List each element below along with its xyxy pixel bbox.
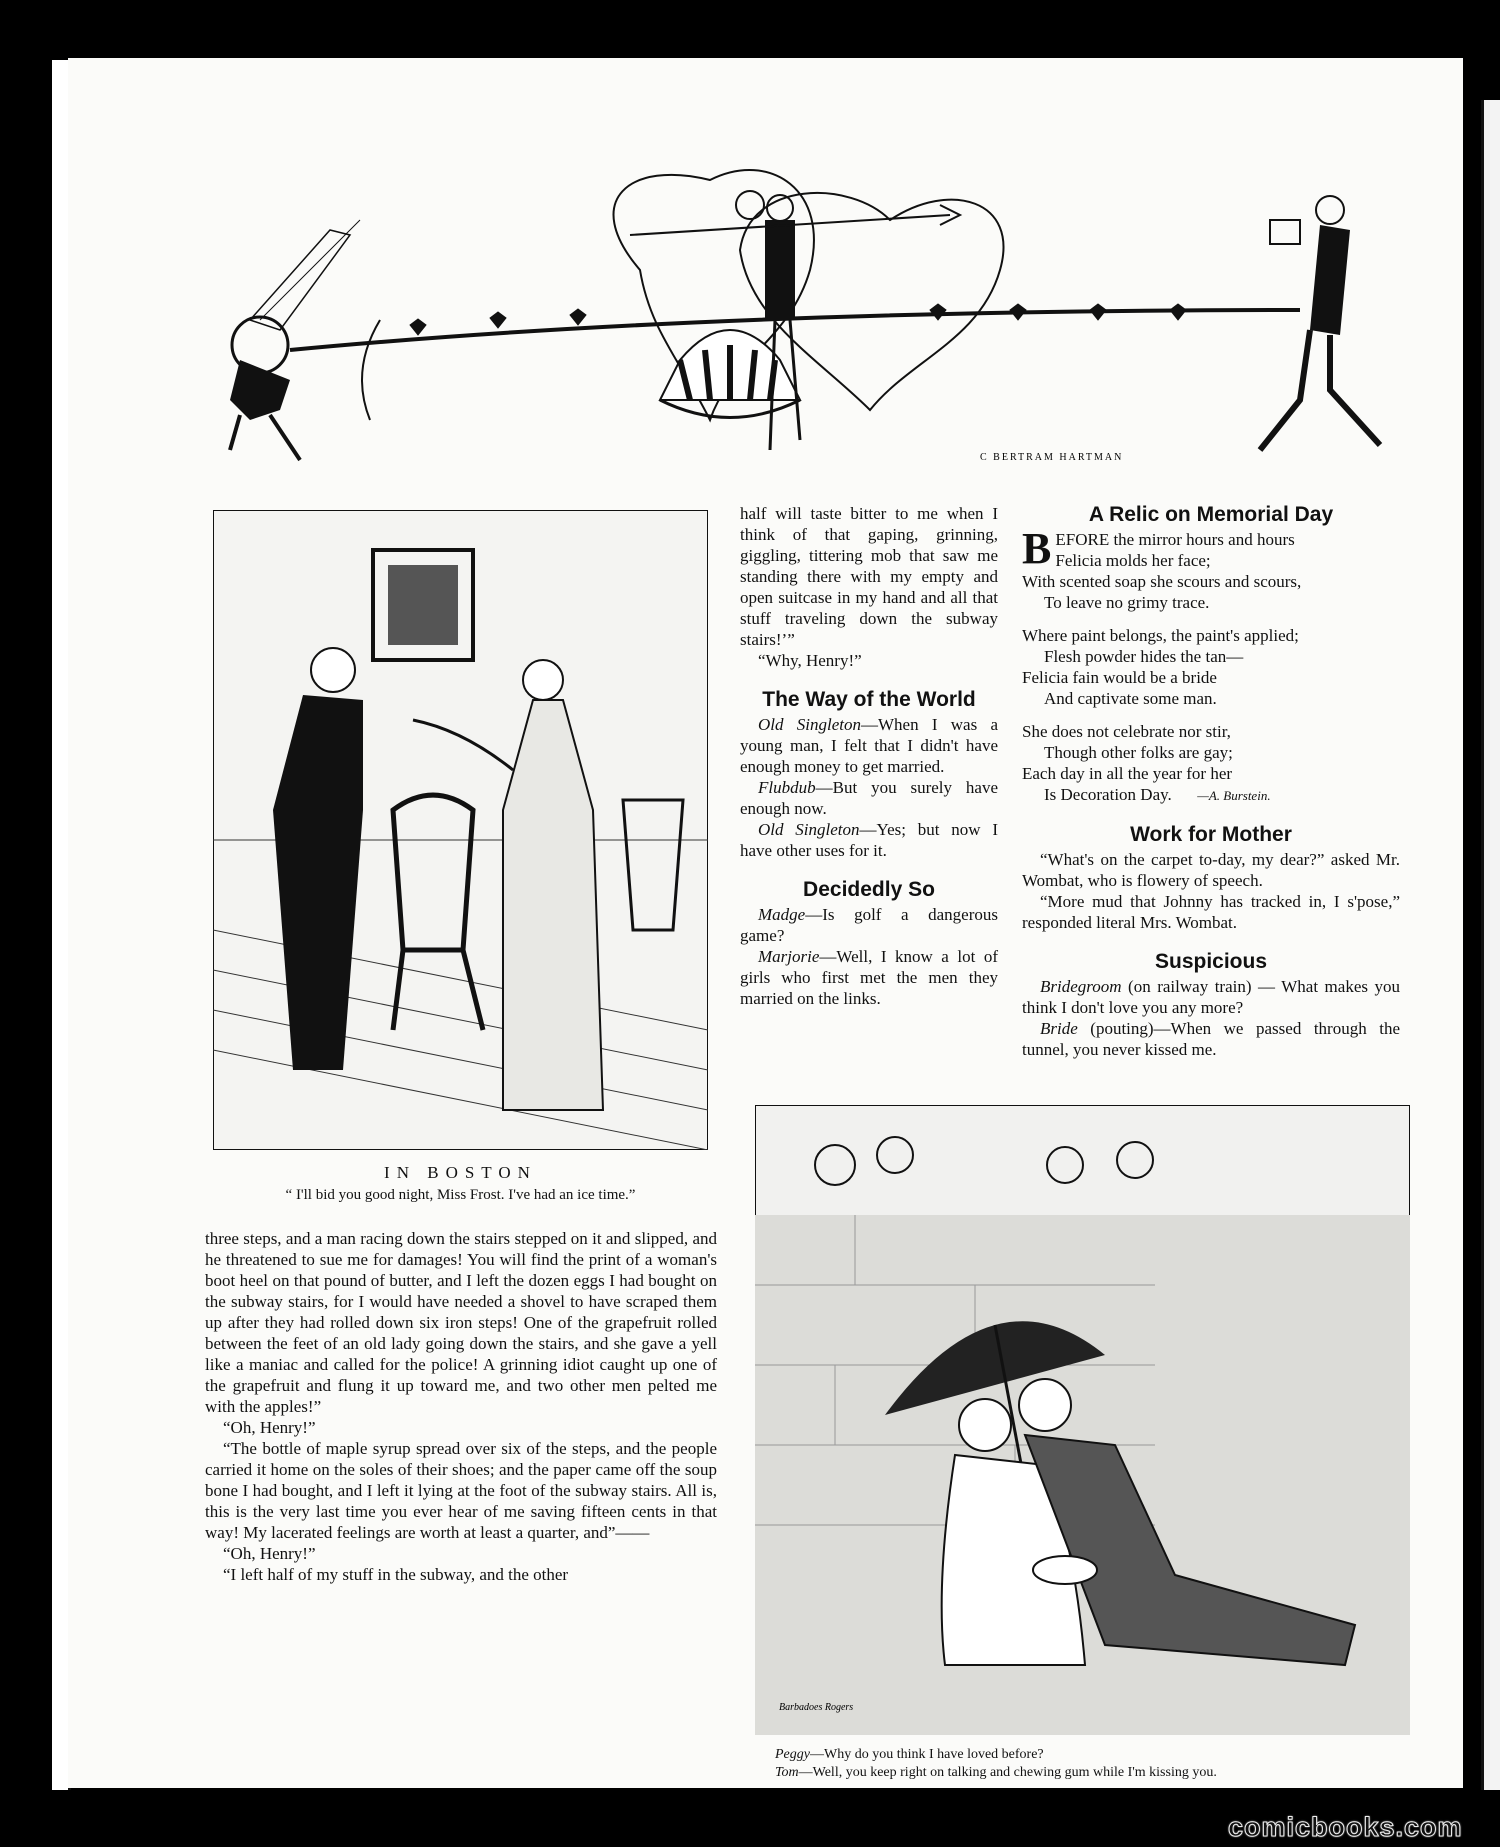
right-page-edge — [1463, 80, 1500, 1790]
dialog-line: Bride (pouting)—When we passed through the tunnel, you never kissed me. — [1022, 1019, 1400, 1059]
poem-author: —A. Burstein. — [1197, 788, 1271, 803]
story-paragraph: “Oh, Henry!” — [223, 1544, 316, 1563]
boston-caption-title: IN BOSTON — [384, 1163, 537, 1182]
dialog-line: Bridegroom (on railway train) — What makes you think I don't love you any more? — [1022, 977, 1400, 1017]
boston-caption: “ I'll bid you good night, Miss Frost. I've had an ice time.” — [285, 1187, 636, 1203]
beach-artist-signature: Barbadoes Rogers — [779, 1702, 854, 1713]
story-paragraph: “More mud that Johnny has tracked in, I s'pose,” responded literal Mrs. Wombat. — [1022, 892, 1400, 932]
heading-decidedly-so: Decidedly So — [803, 878, 935, 901]
story-column-bottom — [205, 1228, 717, 1585]
story-paragraph: three steps, and a man racing down the stairs stepped on it and slipped, and he threatened to sue me for damages! You will find the print of a woman's boot heel on that pound of butter, and I left the dozen eggs I had bought on the subway stairs, for I would have needed a shovel to have scraped them up after they had rolled down six iron steps! One of the grapefruit rolled between the feet of an old lady going down the stairs, and she gave a yell like a maniac and called for the police! A grinning idiot caught up one of the grapefruit and flung it up toward me, and two other men pelted me with the apples!” — [205, 1229, 717, 1416]
story-paragraph: “The bottle of maple syrup spread over six of the steps, and the people carried it home on the soles of their shoes; and the paper came off the soup bone I had bought, and I left it lying at the foot of the subway stairs. All is, this is the very last time you ever hear of me saving fifteen cents in that way! My lacerated feelings are worth at least a quarter, and”—— — [205, 1439, 717, 1542]
dialog-line: Old Singleton—Yes; but now I have other uses for it. — [740, 820, 999, 860]
beach-caption — [775, 1746, 1415, 1782]
story-paragraph: “Oh, Henry!” — [223, 1418, 316, 1437]
heading-suspicious: Suspicious — [1154, 950, 1268, 973]
heading-relic: A Relic on Memorial Day — [1088, 503, 1334, 526]
header-artist-signature: C BERTRAM HARTMAN — [980, 452, 1124, 463]
site-watermark: comicbooks.com — [1228, 1812, 1463, 1842]
poem-relic: B EFORE the mirror hours and hours Felicia molds her face; With scented soap she scours and scours, To leave no grimy trace. Where paint belongs, the paint's applied; Flesh powder hides the tan— Felicia fain would be a bride And captivate some man. She does not celebrate nor stir, Though other folks are gay; Each day in all the year for her Is Decoration Day. —A. Burstein. — [1022, 524, 1302, 804]
boston-illustration — [213, 510, 708, 1150]
heading-work-for-mother: Work for Mother — [1130, 823, 1292, 846]
right-column — [1022, 498, 1400, 1060]
caption-line: Peggy—Why do you think I have loved before? — [775, 1747, 1044, 1762]
header-illustration-cupid — [210, 160, 1405, 470]
dialog-line: Marjorie—Well, I know a lot of girls who first met the men they married on the links. — [740, 947, 998, 1008]
story-paragraph: “What's on the carpet to-day, my dear?” asked Mr. Wombat, who is flowery of speech. — [1022, 850, 1400, 890]
heading-way-of-world: The Way of the World — [762, 688, 976, 711]
caption-line: Tom—Well, you keep right on talking and chewing gum while I'm kissing you. — [775, 1765, 1217, 1780]
dialog-line: Madge—Is golf a dangerous game? — [740, 905, 998, 945]
umbrella-couple-illustration — [755, 1105, 1410, 1735]
middle-column — [740, 503, 998, 1009]
story-paragraph: “I left half of my stuff in the subway, and the other — [223, 1565, 569, 1584]
story-paragraph: half will taste bitter to me when I think of that gaping, grinning, giggling, tittering mob that saw me standing there with my empty and open suitcase in my hand and all that stuff traveling down the subway stairs!’” — [740, 504, 998, 649]
dialog-line: Old Singleton—When I was a young man, I felt that I didn't have enough money to get married. — [740, 715, 998, 776]
dialog-line: Flubdub—But you surely have enough now. — [740, 778, 998, 818]
drop-cap: B — [1022, 524, 1052, 573]
story-paragraph: “Why, Henry!” — [758, 651, 862, 670]
